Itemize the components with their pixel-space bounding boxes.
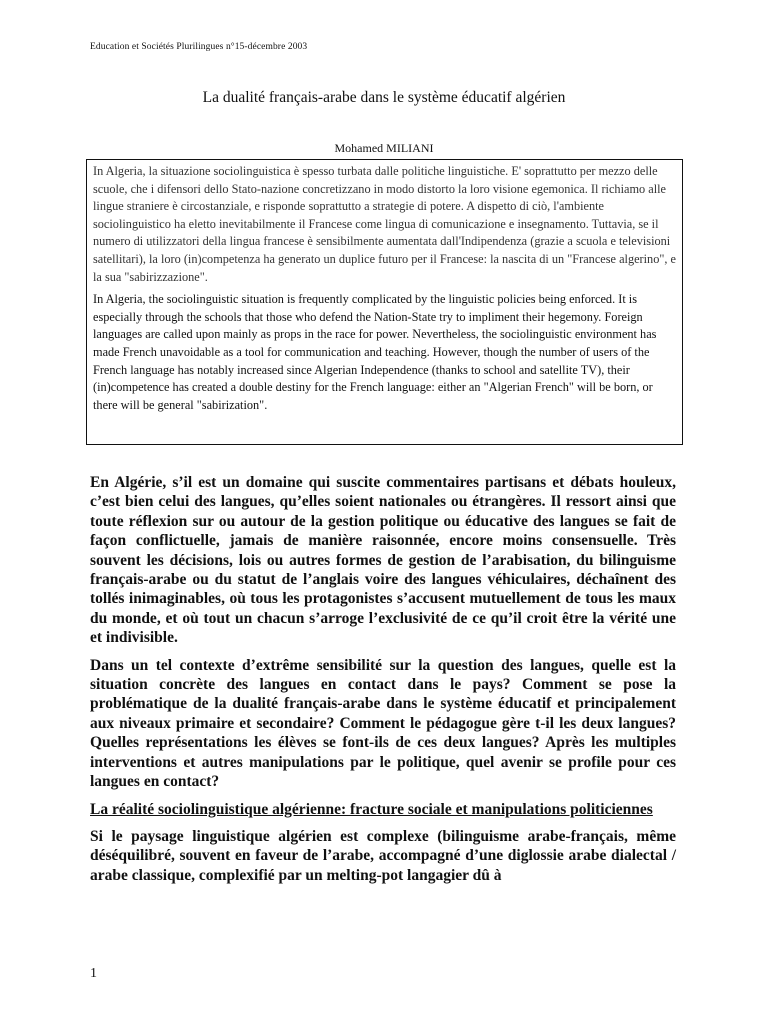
section-heading: La réalité sociolinguistique algérienne: fracture sociale et manipulations politiciennes (90, 800, 653, 818)
abstract-italian: In Algeria, la situazione sociolinguistica è spesso turbata dalle politiche linguistiche. E' soprattutto per mezzo delle scuole, che i difensori dello Stato-nazione concretizzano in modo distorto la loro visione egemonica. Il richiamo alle lingue straniere è circostanziale, e risponde soprattutto a strategie di potere. A dispetto di ciò, l'ambiente sociolinguistico ha eletto inevitabilmente il Francese come lingua di comunicazione e insegnamento. Tuttavia, se il numero di utilizzatori della lingua francese è sensibilmente aumentata dall'Indipendenza (grazie a scuola e televisioni satellitari), la loro (in)competenza ha generato un duplice futuro per il Francese: la nascita di un "Francese algerino", e la sua "sabirizzazione". (93, 164, 676, 284)
abstract-box (86, 159, 683, 445)
article-body (90, 473, 676, 885)
body-paragraph: Si le paysage linguistique algérien est complexe (bilinguisme arabe-français, même déséquilibré, souvent en faveur de l’arabe, accompagné d’une diglossie arabe dialectal / arabe classique, complexifié par un melting-pot langagier dû à (90, 827, 676, 884)
abstract-english: In Algeria, the sociolinguistic situation is frequently complicated by the linguistic policies being enforced. It is especially through the schools that those who defend the Nation-State try to impliment their hegemony. Foreign languages are called upon mainly as props in the race for power. Nevertheless, the sociolinguistic environment has made French unavoidable as a tool for communication and teaching. However, though the number of users of the French language has notably increased since Algerian Independence (thanks to school and satellite TV), their (in)competence has created a double destiny for the French language: either an "Algerian French" will be born, or there will be general "sabirization". (93, 292, 657, 412)
body-paragraph: En Algérie, s’il est un domaine qui suscite commentaires partisans et débats houleux, c’est bien celui des langues, qu’elles soient nationales ou étrangères. Il ressort ainsi que toute réflexion sur ou autour de la gestion politique ou éducative des langues se fait de façon conflictuelle, jamais de manière raisonnée, encore moins consensuelle. Très souvent les décisions, lois ou autres formes de gestion de l’arabisation, du bilinguisme français-arabe ou du statut de l’anglais voire des langues véhiculaires, déchaînent des tollés inimaginables, où tous les protagonistes s’accusent mutuellement de tous les maux du monde, et où tout un chacun s’arroge l’exclusivité de ce qu’il croit être la vérité une et indivisible. (90, 474, 676, 647)
body-paragraph: Dans un tel contexte d’extrême sensibilité sur la question des langues, quelle est la situation concrète des langues en contact dans le pays? Comment se pose la problématique de la dualité français-arabe dans le système éducatif et principalement aux niveaux primaire et secondaire? Comment le pédagogue gère t-il les deux langues? Quelles représentations les élèves se font-ils de ces deux langues? Après les multiples interventions et autres manipulations par le politique, quel avenir se profile pour ces langues en contact? (90, 656, 676, 791)
running-header: Education et Sociétés Plurilingues n°15-décembre 2003 (90, 42, 308, 52)
page-number: 1 (90, 966, 97, 981)
article-title: La dualité français-arabe dans le système éducatif algérien (202, 89, 566, 106)
author-name: Mohamed MILIANI (334, 141, 434, 155)
